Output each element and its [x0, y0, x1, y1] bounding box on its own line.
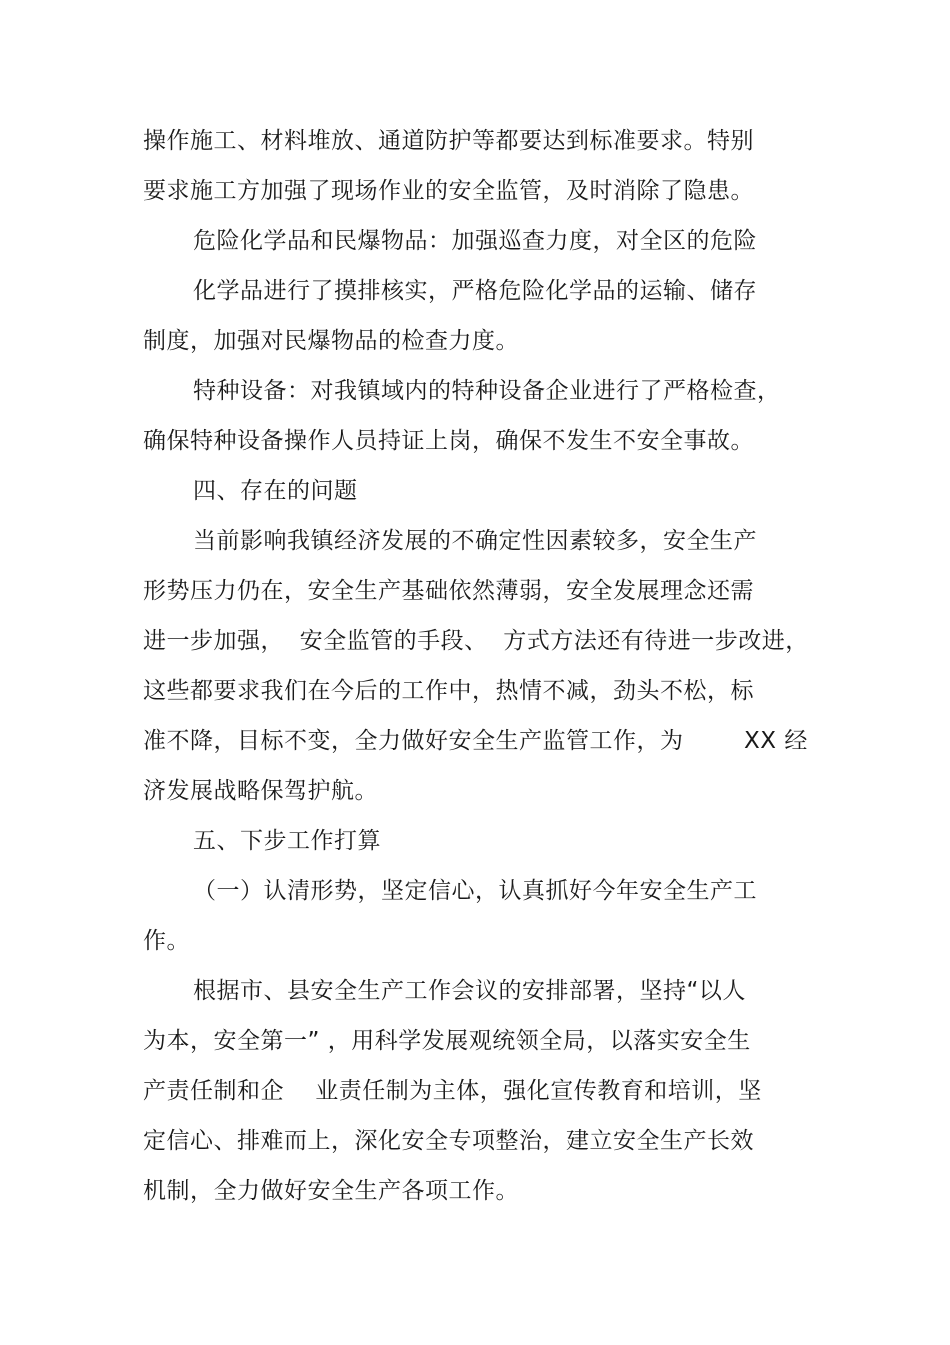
paragraph-line: 作。: [143, 928, 190, 954]
paragraph-line: 特种设备：对我镇域内的特种设备企业进行了严格检查，: [193, 378, 781, 404]
paragraph-line: 定信心、排难而上，深化安全专项整治，建立安全生产长效: [143, 1128, 754, 1154]
paragraph-line: 产责任制和企 业责任制为主体，强化宣传教育和培训，坚: [143, 1078, 762, 1104]
paragraph-line: 化学品进行了摸排核实，严格危险化学品的运输、储存: [193, 278, 757, 304]
paragraph-line: 制度，加强对民爆物品的检查力度。: [143, 328, 519, 354]
paragraph-line-fragment: XX 经: [744, 728, 808, 754]
paragraph-line: 为本，安全第一” ，用科学发展观统领全局，以落实安全生: [143, 1028, 751, 1054]
subsection-heading: （一）认清形势，坚定信心，认真抓好今年安全生产工: [193, 878, 757, 904]
paragraph-line: 这些都要求我们在今后的工作中，热情不减，劲头不松，标: [143, 678, 754, 704]
paragraph-line: 进一步加强， 安全监管的手段、 方式方法还有待进一步改进，: [143, 628, 809, 654]
paragraph-line: 准不降，目标不变，全力做好安全生产监管工作，为: [143, 728, 684, 754]
paragraph-line: 确保特种设备操作人员持证上岗，确保不发生不安全事故。: [143, 428, 754, 454]
paragraph-line: 形势压力仍在，安全生产基础依然薄弱，安全发展理念还需: [143, 578, 754, 604]
paragraph-line: 根据市、县安全生产工作会议的安排部署，坚持“以人: [193, 978, 746, 1004]
paragraph-line: 机制，全力做好安全生产各项工作。: [143, 1178, 519, 1204]
paragraph-line: 操作施工、材料堆放、通道防护等都要达到标准要求。特别: [143, 128, 754, 154]
paragraph-line: 济发展战略保驾护航。: [143, 778, 378, 804]
paragraph-line: 当前影响我镇经济发展的不确定性因素较多，安全生产: [193, 528, 757, 554]
paragraph-line: 要求施工方加强了现场作业的安全监管，及时消除了隐患。: [143, 178, 754, 204]
section-heading: 五、下步工作打算: [193, 828, 381, 854]
section-heading: 四、存在的问题: [193, 478, 358, 504]
paragraph-line: 危险化学品和民爆物品：加强巡查力度，对全区的危险: [193, 228, 757, 254]
